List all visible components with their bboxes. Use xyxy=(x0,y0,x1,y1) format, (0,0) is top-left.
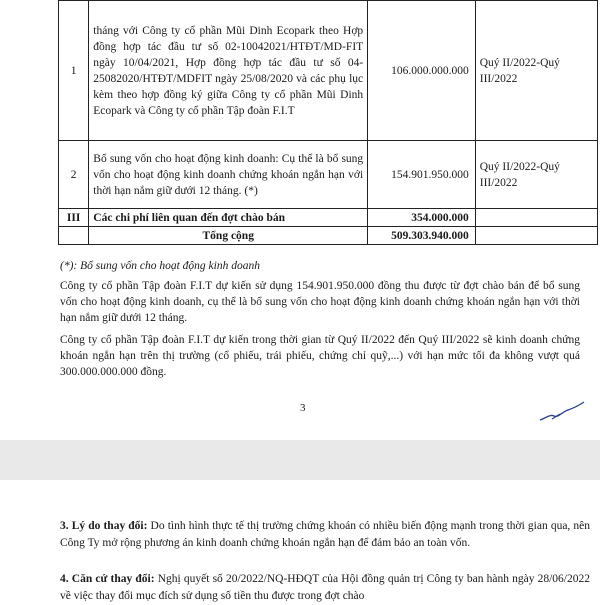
row-amount: 354.000.000 xyxy=(368,209,476,227)
section-4-heading: 4. Căn cứ thay đổi: xyxy=(60,573,155,585)
section-3-heading: 3. Lý do thay đổi: xyxy=(60,520,148,532)
row-description: tháng với Công ty cổ phần Mũi Dinh Ecopark theo Hợp đồng hợp tác đầu tư số 02-10042021/HTĐT/MD-FIT ngày 10/04/2021, Hợp đồng hợp tác đầu tư số 04-25082020/HTĐT/MDFIT ngày 25/08/2020 và các phụ lục kèm theo hợp đồng ký giữa Công ty cổ phần Mũi Dinh Ecopark và Công ty cổ phần Tập đoàn F.I.T xyxy=(89,1,368,141)
footnote: (*): Bổ sung vốn cho hoạt động kinh doanh xyxy=(60,260,260,272)
signature-mark xyxy=(538,400,586,429)
row-description: Các chi phí liên quan đến đợt chào bán xyxy=(89,209,368,227)
table-row xyxy=(59,1,598,141)
row-number: 2 xyxy=(59,141,89,209)
row-amount: 154.901.950.000 xyxy=(368,141,476,209)
section-4-text: Nghị quyết số 20/2022/NQ-HĐQT của Hội đồng quản trị Công ty ban hành ngày 28/06/2022 về việc thay đổi mục đích sử dụng số tiền thu được trong đợt chào xyxy=(60,573,590,602)
table-row xyxy=(59,141,598,209)
paragraph-capital-use: Công ty cổ phần Tập đoàn F.I.T dự kiến sử dụng 154.901.950.000 đồng thu được từ đợt chào bán để bổ sung vốn cho hoạt động kinh doanh, cụ thể là bổ sung vốn cho hoạt động kinh doanh chứng khoán ngắn hạn với thời hạn nắm giữ dưới 12 tháng. xyxy=(60,280,580,324)
row-timeline-empty xyxy=(475,209,597,227)
row-description: Bổ sung vốn cho hoạt động kinh doanh: Cụ thể là bổ sung vốn cho hoạt động kinh doanh chứng khoán ngắn hạn với thời hạn nắm giữ dưới 12 tháng. (*) xyxy=(89,141,368,209)
total-label: Tổng cộng xyxy=(89,227,368,245)
section-3 xyxy=(60,518,590,552)
paragraph-trading-plan: Công ty cổ phần Tập đoàn F.I.T dự kiến trong thời gian từ Quý II/2022 đến Quý III/2022 sẽ kinh doanh chứng khoán ngắn hạn trên thị trường (cổ phiếu, trái phiếu, chứng chỉ quỹ,...) với hạn mức tối đa không vượt quá 300.000.000.000 đồng. xyxy=(60,334,580,378)
row-timeline: Quý II/2022-Quý III/2022 xyxy=(475,1,597,141)
row-number-empty xyxy=(59,227,89,245)
row-timeline: Quý II/2022-Quý III/2022 xyxy=(475,141,597,209)
page-separator xyxy=(0,440,600,480)
section-3-text: Do tình hình thực tế thị trường chứng khoán có nhiều biến động mạnh trong thời gian qua, nên Công Ty mở rộng phương án kinh doanh chứng khoán ngắn hạn để đảm bảo an toàn vốn. xyxy=(60,520,590,549)
total-amount: 509.303.940.000 xyxy=(368,227,476,245)
capital-usage-table xyxy=(58,0,598,245)
table-row xyxy=(59,209,598,227)
row-amount: 106.000.000.000 xyxy=(368,1,476,141)
document-page-4 xyxy=(0,480,600,600)
row-timeline-empty xyxy=(475,227,597,245)
row-number: III xyxy=(59,209,89,227)
table-total-row xyxy=(59,227,598,245)
page-number: 3 xyxy=(300,402,306,414)
row-number: 1 xyxy=(59,1,89,141)
